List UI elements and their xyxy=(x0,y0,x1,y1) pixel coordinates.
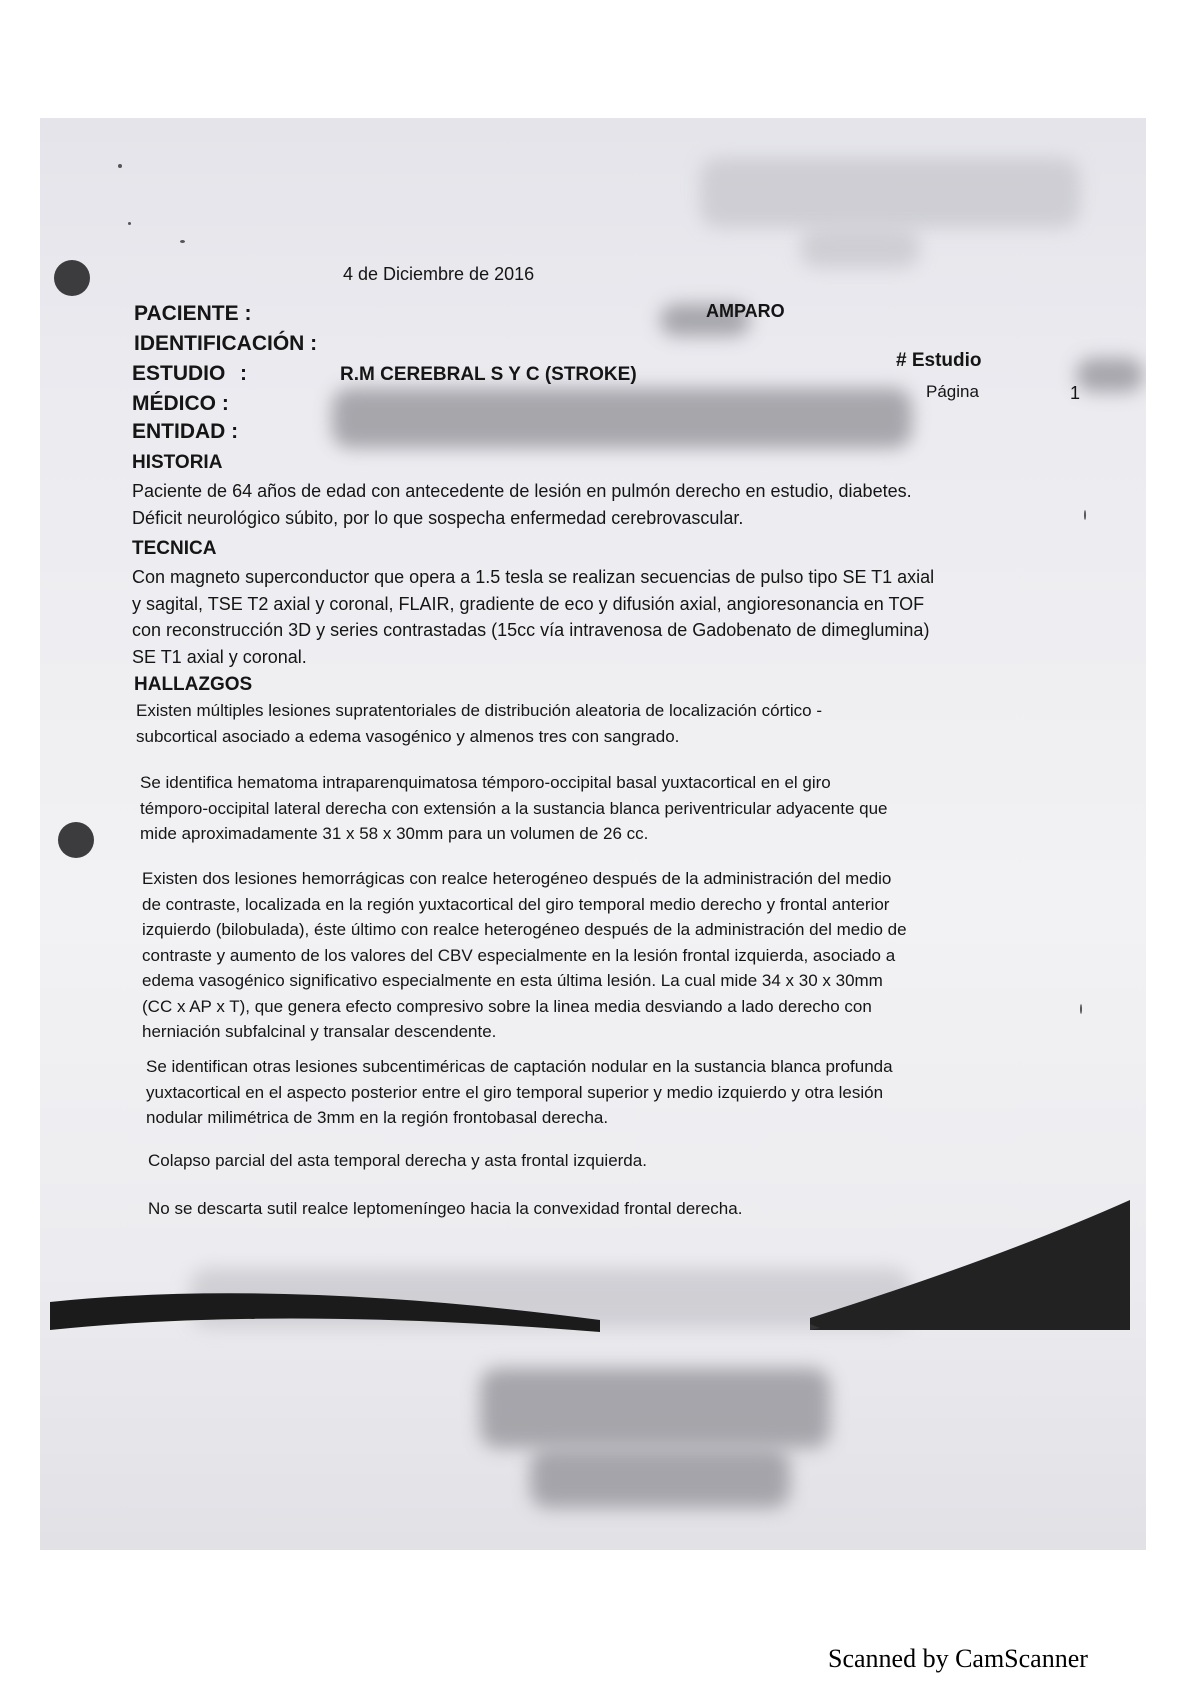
redacted-footer xyxy=(480,1368,830,1448)
scan-speck xyxy=(1080,1004,1082,1014)
scanner-watermark: Scanned by CamScanner xyxy=(828,1644,1088,1673)
historia-text: Paciente de 64 años de edad con antecedente de lesión en pulmón derecho en estudio, diabetes. Déficit neurológico súbito, por lo que sospecha enfermedad cerebrovascular. xyxy=(132,481,912,528)
redacted-letterhead xyxy=(700,158,1080,228)
hallazgos-paragraph-2: Se identifica hematoma intraparenquimatosa témporo-occipital basal yuxtacortical en el giro témporo-occipital lateral derecha con extensión a la sustancia blanca periventricular adyacente que mide aproximadamente 31 x 58 x 30mm para un volumen de 26 cc. xyxy=(140,773,888,843)
estudio-colon: : xyxy=(240,362,247,385)
report-date: 4 de Diciembre de 2016 xyxy=(343,264,535,284)
hallazgos-paragraph-3: Existen dos lesiones hemorrágicas con realce heterogéneo después de la administración del medio de contraste, localizada en la región yuxtacortical del giro temporal medio derecho y frontal anterior izquierdo (bilobulada), éste último con realce heterogéneo después de la administración del medio de contraste y aumento de los valores del CBV especialmente en la lesión frontal izquierda, asociado a edema vasogénico significativo especialmente en esta última lesión. La cual mide 34 x 30 x 30mm (CC x AP x T), que genera efecto compresivo sobre la linea media desviando a lado derecho con herniación subfalcinal y transalar descendente. xyxy=(142,869,907,1041)
entidad-label: ENTIDAD : xyxy=(132,420,239,443)
redacted-study-number xyxy=(1076,358,1144,392)
hallazgos-paragraph-5: Colapso parcial del asta temporal derecha y asta frontal izquierda. xyxy=(148,1151,647,1170)
paciente-label: PACIENTE : xyxy=(134,302,252,325)
hallazgos-paragraph-4: Se identifican otras lesiones subcentiméricas de captación nodular en la sustancia blanca profunda yuxtacortical en el aspecto posterior entre el giro temporal superior y medio izquierdo y otra lesión nodular milimétrica de 3mm en la región frontobasal derecha. xyxy=(146,1057,893,1127)
tecnica-text: Con magneto superconductor que opera a 1.5 tesla se realizan secuencias de pulso tipo SE T1 axial y sagital, TSE T2 axial y coronal, FLAIR, gradiente de eco y difusión axial, angioresonancia en TOF con reconstrucción 3D y series contrastadas (15cc vía intravenosa de Gadobenato de dimeglumina) SE T1 axial y coronal. xyxy=(132,567,935,667)
medico-label: MÉDICO : xyxy=(132,392,229,415)
estudio-value: R.M CEREBRAL S Y C (STROKE) xyxy=(340,364,637,385)
historia-heading: HISTORIA xyxy=(132,452,223,473)
pagina-label: Página xyxy=(926,382,979,401)
pagina-value: 1 xyxy=(1070,383,1081,403)
scanned-page xyxy=(40,118,1146,1550)
punch-hole-top xyxy=(54,260,90,296)
redacted-letterhead xyxy=(800,228,920,268)
scan-speck xyxy=(128,222,131,225)
num-estudio-label: # Estudio xyxy=(896,350,982,371)
hallazgos-paragraph-1: Existen múltiples lesiones supratentoriales de distribución aleatoria de localización córtico - subcortical asociado a edema vasogénico y almenos tres con sangrado. xyxy=(136,701,823,746)
scan-speck xyxy=(118,164,122,168)
scan-speck xyxy=(180,240,185,243)
redacted-footer xyxy=(530,1448,790,1508)
punch-hole-middle xyxy=(58,822,94,858)
redacted-doctor-entity xyxy=(332,388,912,448)
tecnica-heading: TECNICA xyxy=(132,538,217,559)
hallazgos-paragraph-6: No se descarta sutil realce leptomeníngeo hacia la convexidad frontal derecha. xyxy=(148,1199,743,1218)
hallazgos-heading: HALLAZGOS xyxy=(134,674,253,695)
estudio-label: ESTUDIO xyxy=(132,362,226,385)
scan-speck xyxy=(1084,510,1086,520)
paciente-value: AMPARO xyxy=(706,301,785,321)
identificacion-label: IDENTIFICACIÓN : xyxy=(134,332,318,355)
